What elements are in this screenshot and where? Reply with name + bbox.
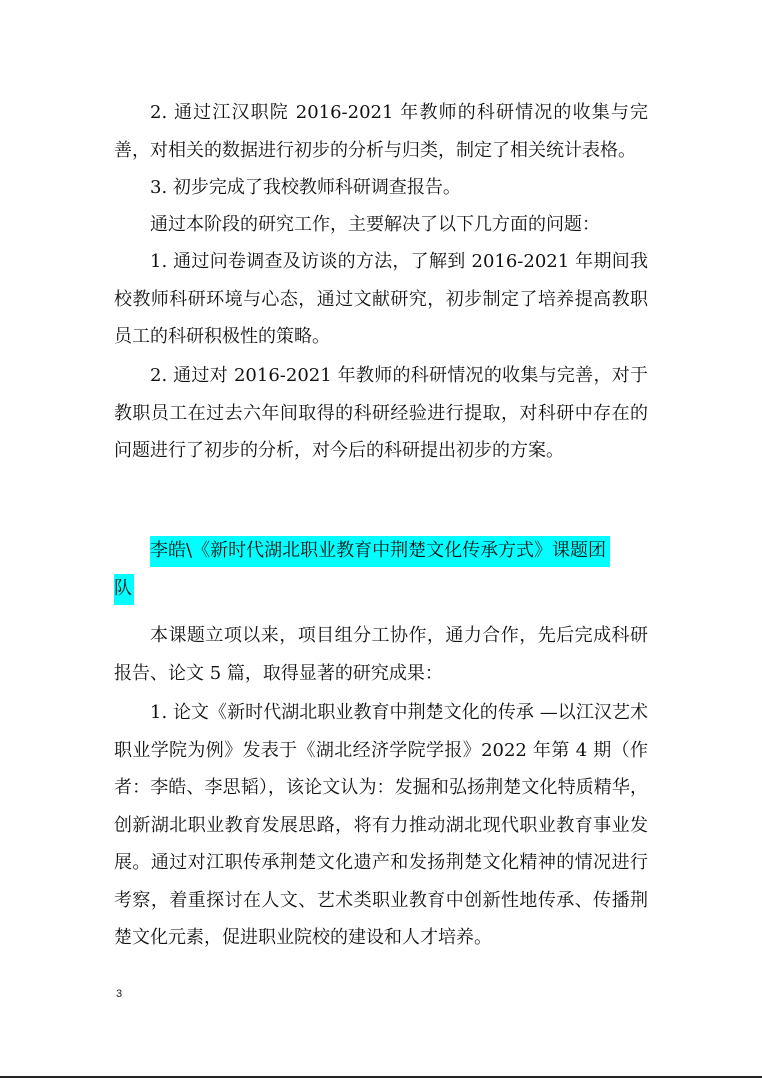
section-heading-line2: 队 (114, 574, 134, 605)
footer-rule (0, 1076, 762, 1078)
section-heading-line2-wrap (114, 570, 648, 608)
page-number: 3 (116, 988, 123, 1000)
paragraph-research-experience: 2. 通过对 2016-2021 年教师的科研情况的收集与完善，对于教职员工在过去六年间取得的科研经验进行提取，对科研中存在的问题进行了初步的分析，对今后的科研提出初步的方案。 (114, 365, 648, 461)
section-heading (114, 532, 648, 607)
section-heading-line1: 李皓\《新时代湖北职业教育中荆楚文化传承方式》课题团 (150, 536, 610, 567)
section-heading-line1-wrap (114, 532, 648, 570)
paragraph-stage-summary: 通过本阶段的研究工作，主要解决了以下几方面的问题： (150, 214, 600, 235)
paragraph-survey-report: 3. 初步完成了我校教师科研调查报告。 (150, 177, 461, 198)
paragraph-paper-publication: 1. 论文《新时代湖北职业教育中荆楚文化的传承 —以江汉艺术职业学院为例》发表于《湖北经济学院学报》2022 年第 4 期（作者：李皓、李思韬），该论文认为：发掘和弘扬荆楚文化特质精华，创新湖北职业教育发展思路，将有力推动湖北现代职业教育事业发展。通过对江职传承荆楚文化遗产和发扬荆楚文化精神的情况进行考察，着重探讨在人文、艺术类职业教育中创新性地传承、传播荆楚文化元素，促进职业院校的建设和人才培养。 (114, 702, 648, 948)
paragraph-project-overview: 本课题立项以来，项目组分工协作，通力合作，先后完成科研报告、论文 5 篇，取得显著的研究成果： (114, 625, 648, 684)
paragraph-data-collection: 2. 通过江汉职院 2016-2021 年教师的科研情况的收集与完善，对相关的数据进行初步的分析与归类，制定了相关统计表格。 (114, 102, 648, 161)
paragraph-questionnaire: 1. 通过问卷调查及访谈的方法，了解到 2016-2021 年期间我校教师科研环境与心态，通过文献研究，初步制定了培养提高教职员工的科研积极性的策略。 (114, 251, 648, 347)
